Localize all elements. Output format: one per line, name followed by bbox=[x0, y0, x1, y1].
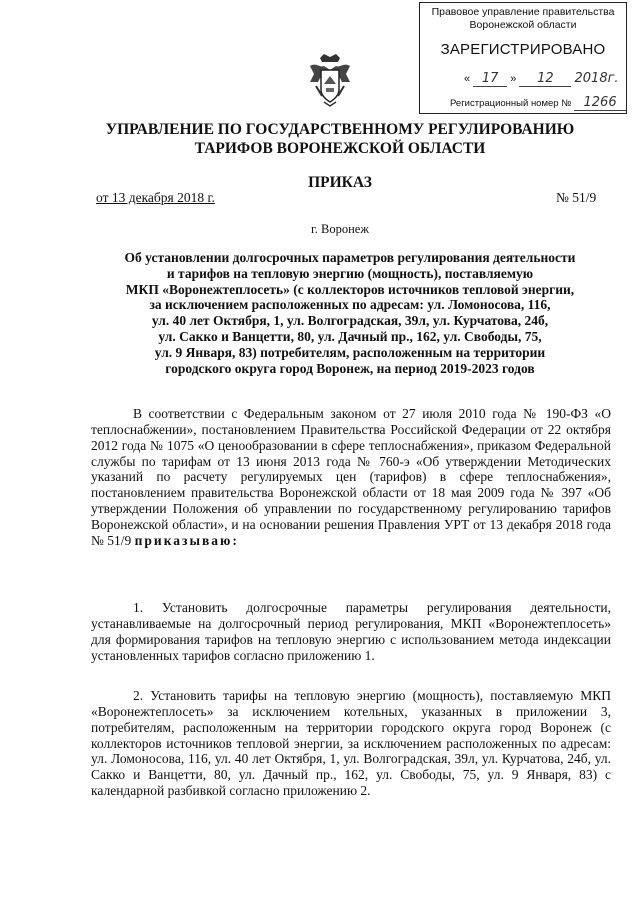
order-word: приказываю: bbox=[134, 532, 239, 548]
registration-stamp bbox=[419, 2, 627, 114]
subject-line: ул. 40 лет Октября, 1, ул. Волгоградская, 39л, ул. Курчатова, 24б, bbox=[151, 313, 549, 329]
document-date: от 13 декабря 2018 г. bbox=[96, 190, 215, 205]
stamp-date-open-quote: « bbox=[464, 73, 471, 85]
stamp-date-close-quote: » bbox=[510, 73, 517, 85]
stamp-organization bbox=[420, 6, 626, 32]
stamp-date-year: 2018г. bbox=[574, 71, 619, 86]
stamp-registration-number bbox=[450, 95, 626, 111]
stamp-date-day: 17 bbox=[473, 71, 507, 87]
preamble-paragraph bbox=[91, 406, 611, 549]
coat-of-arms-emblem bbox=[306, 52, 354, 108]
document-type: ПРИКАЗ bbox=[308, 174, 372, 191]
stamp-reg-number: 1266 bbox=[574, 95, 626, 111]
order-item-1: 1. Установить долгосрочные параметры регулирования деятельности, устанавливаемые на долгосрочный период регулирования, МКП «Воронежтеплосеть» для формирования тарифов на тепловую энергию с использованием метода индексации установленных тарифов согласно приложению 1. bbox=[91, 600, 611, 663]
document-number: № 51/9 bbox=[556, 190, 597, 205]
subject-line: городского округа город Воронеж, на период 2019-2023 годов bbox=[165, 360, 535, 376]
organization-title-line-1: УПРАВЛЕНИЕ ПО ГОСУДАРСТВЕННОМУ РЕГУЛИРОВАНИЮ bbox=[105, 121, 575, 138]
document-city: г. Воронеж bbox=[311, 222, 369, 236]
preamble-text: В соответствии с Федеральным законом от 27 июля 2010 года № 190-ФЗ «О теплоснабжении», постановлением Правительства Российской Федерации от 22 октября 2012 года № 1075 «О ценообразовании в сфере теплоснабжения», приказом Федеральной службы по тарифам от 13 июня 2013 года № 760-э «Об утверждении Методических указаний по расчету регулируемых цен (тарифов) в сфере теплоснабжения», постановлением правительства Воронежской области от 18 мая 2009 года № 397 «Об утверждении Положения об управлении по государственному регулированию тарифов Воронежской области», и на основании решения Правления УРТ от 13 декабря 2018 года № 51/9 bbox=[91, 406, 611, 548]
stamp-title: ЗАРЕГИСТРИРОВАНО bbox=[440, 41, 606, 58]
subject-line: ул. 9 Января, 83) потребителям, расположенным на территории bbox=[154, 344, 546, 360]
subject-line: и тарифов на тепловую энергию (мощность), поставляемую bbox=[166, 265, 534, 281]
stamp-org-line-2: Воронежской области bbox=[469, 19, 577, 31]
stamp-reg-label: Регистрационный номер № bbox=[450, 98, 572, 109]
subject-line: за исключением расположенных по адресам: ул. Ломоносова, 116, bbox=[149, 297, 551, 313]
subject-line: Об установлении долгосрочных параметров регулирования деятельности bbox=[124, 250, 576, 265]
organization-title bbox=[60, 120, 620, 158]
organization-title-line-2: ТАРИФОВ ВОРОНЕЖСКОЙ ОБЛАСТИ bbox=[194, 140, 486, 157]
stamp-date bbox=[464, 71, 619, 87]
order-item-2: 2. Установить тарифы на тепловую энергию (мощность), поставляемую МКП «Воронежтеплосеть» за исключением котельных, указанных в приложении 3, потребителям, расположенным на территории городского округа город Воронеж (с коллекторов источников тепловой энергии, за исключением расположенных по адресам: ул. Ломоносова, 116, ул. 40 лет Октября, 1, ул. Волгоградская, 39л, ул. Курчатова, 24б, ул. Сакко и Ванцетти, 80, ул. Дачный пр., 162, ул. Свободы, 75, ул. 9 Января, 83) с календарной разбивкой согласно приложению 2. bbox=[91, 688, 611, 799]
stamp-date-month: 12 bbox=[519, 71, 571, 87]
subject-line: МКП «Воронежтеплосеть» (с коллекторов источников тепловой энергии, bbox=[125, 281, 575, 297]
document-subject bbox=[90, 250, 610, 376]
subject-line: ул. Сакко и Ванцетти, 80, ул. Дачный пр., 162, ул. Свободы, 75, bbox=[158, 328, 542, 344]
stamp-org-line-1: Правовое управление правительства bbox=[431, 6, 615, 18]
